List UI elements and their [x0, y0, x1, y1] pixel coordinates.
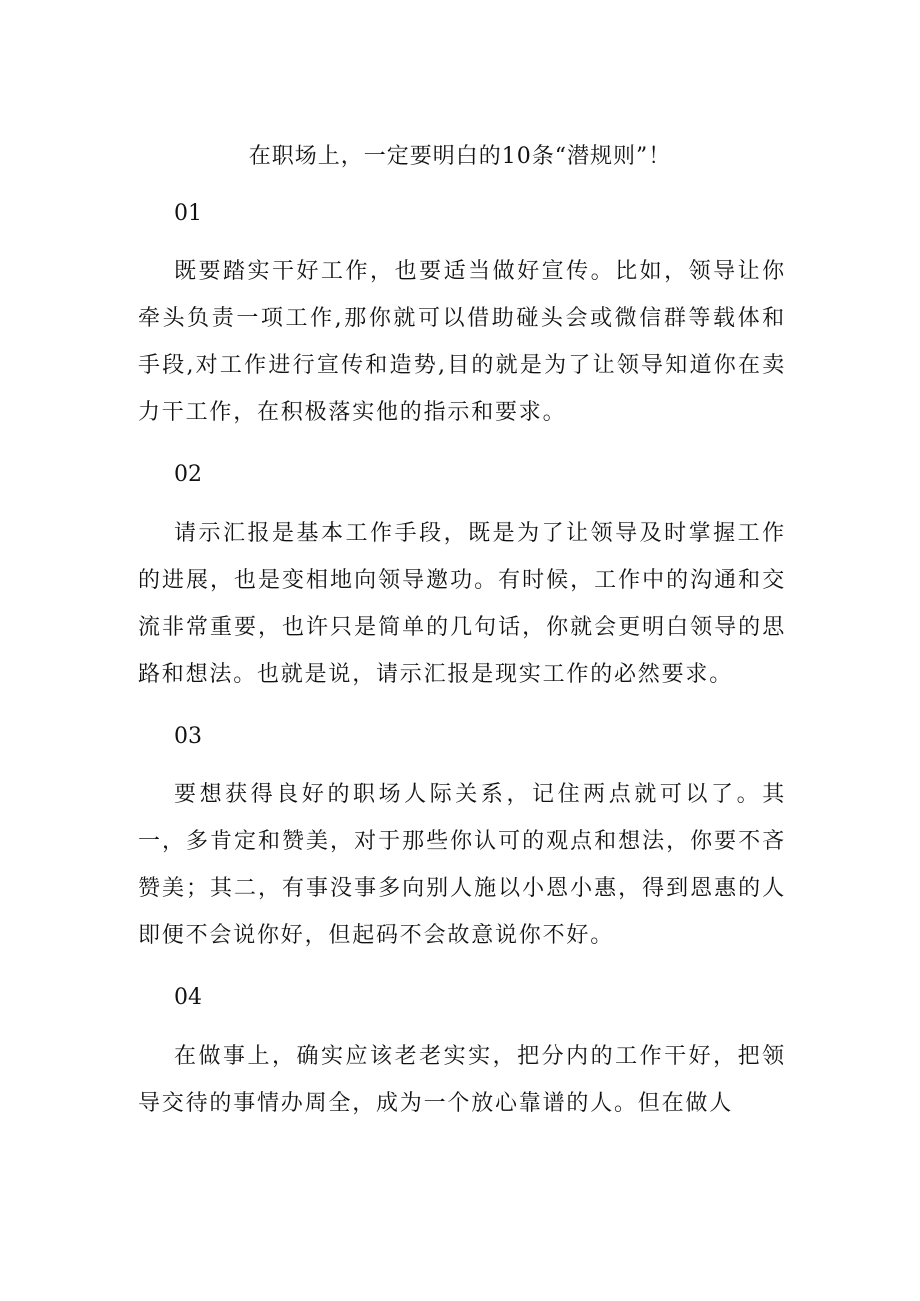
section-number: 04 — [174, 985, 202, 1010]
section-paragraph: 在做事上，确实应该老老实实，把分内的工作干好，把领导交待的事情办周全，成为一个放心靠谱的人。但在做人 — [138, 1044, 786, 1116]
document-title: 在职场上，一定要明白的10条“潜规则”！ — [248, 144, 672, 169]
section-paragraph: 要想获得良好的职场人际关系，记住两点就可以了。其一，多肯定和赞美，对于那些你认可的观点和想法，你要不吝赞美；其二，有事没事多向别人施以小恩小惠，得到恩惠的人即便不会说你好，但起码不会故意说你不好。 — [138, 782, 786, 948]
section-paragraph: 请示汇报是基本工作手段，既是为了让领导及时掌握工作的进展，也是变相地向领导邀功。有时候，工作中的沟通和交流非常重要，也许只是简单的几句话，你就会更明白领导的思路和想法。也就是说，请示汇报是现实工作的必然要求。 — [138, 521, 786, 687]
section-number: 02 — [174, 462, 202, 487]
section-paragraph: 既要踏实干好工作，也要适当做好宣传。比如，领导让你牵头负责一项工作,那你就可以借助碰头会或微信群等载体和手段,对工作进行宣传和造势,目的就是为了让领导知道你在卖力干工作，在积极落实他的指示和要求。 — [138, 259, 786, 425]
section-number: 01 — [174, 201, 202, 226]
section-number: 03 — [174, 724, 202, 749]
